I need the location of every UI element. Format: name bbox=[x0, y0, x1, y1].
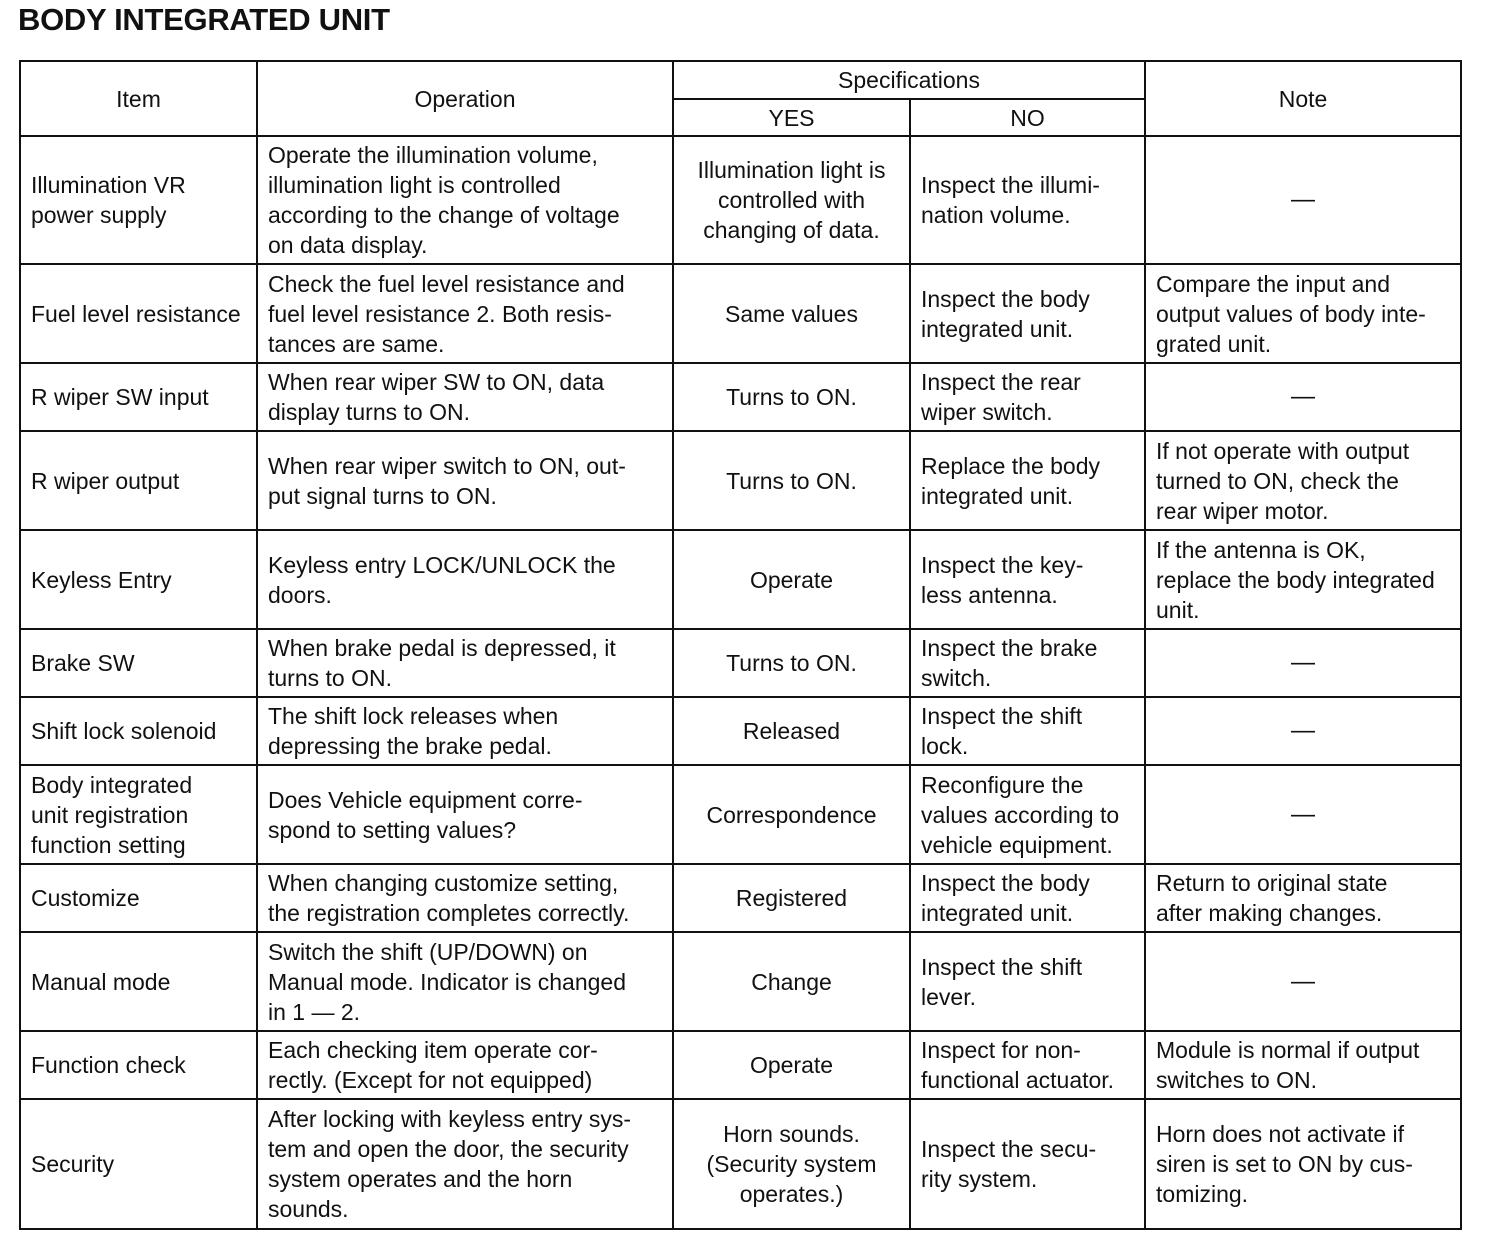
cell-operation bbox=[257, 1031, 673, 1099]
cell-operation bbox=[257, 530, 673, 629]
cell-item-line: Illumination VR bbox=[31, 172, 186, 198]
cell-operation bbox=[257, 932, 673, 1031]
cell-operation-line: Each checking item operate cor- bbox=[268, 1037, 598, 1063]
cell-no-line: nation volume. bbox=[921, 202, 1071, 228]
cell-note-line: If not operate with output bbox=[1156, 437, 1410, 464]
cell-operation-line: When rear wiper SW to ON, data bbox=[268, 369, 605, 395]
cell-yes-line: Same values bbox=[725, 300, 858, 327]
cell-item-line: function setting bbox=[31, 831, 186, 858]
table-row bbox=[20, 932, 1461, 1031]
cell-note-line: Horn does not activate if bbox=[1156, 1121, 1405, 1147]
cell-operation-line: Switch the shift (UP/DOWN) on bbox=[268, 938, 588, 965]
table-row bbox=[20, 530, 1461, 629]
table-row bbox=[20, 697, 1461, 765]
cell-operation-line: in 1 — 2. bbox=[268, 998, 361, 1025]
cell-operation-line: The shift lock releases when bbox=[268, 703, 559, 729]
cell-operation-line: Check the fuel level resistance and bbox=[268, 270, 625, 297]
cell-no bbox=[910, 264, 1145, 363]
cell-operation-line: turns to ON. bbox=[268, 665, 392, 691]
cell-operation bbox=[257, 136, 673, 264]
cell-item bbox=[20, 932, 257, 1031]
cell-no-line: Inspect the shift bbox=[921, 953, 1083, 980]
cell-operation bbox=[257, 1099, 673, 1229]
cell-operation-line: doors. bbox=[268, 581, 332, 608]
cell-operation-line: After locking with keyless entry sys- bbox=[268, 1106, 632, 1132]
cell-yes bbox=[673, 932, 910, 1031]
cell-no-line: Inspect the rear bbox=[921, 369, 1081, 395]
cell-operation-line: rectly. (Except for not equipped) bbox=[268, 1067, 593, 1093]
cell-note bbox=[1145, 1031, 1461, 1099]
cell-note bbox=[1145, 864, 1461, 932]
cell-note-line: — bbox=[1291, 186, 1316, 213]
page-title: BODY INTEGRATED UNIT bbox=[18, 2, 390, 37]
cell-operation bbox=[257, 765, 673, 864]
cell-operation bbox=[257, 363, 673, 431]
cell-note-line: Module is normal if output bbox=[1156, 1037, 1420, 1063]
cell-operation-line: sounds. bbox=[268, 1196, 349, 1222]
cell-operation-line: Operate the illumination volume, bbox=[268, 142, 598, 168]
cell-no-line: Inspect the shift bbox=[921, 703, 1083, 729]
cell-item-line: unit registration bbox=[31, 801, 189, 828]
table-row bbox=[20, 431, 1461, 530]
cell-item-line: Fuel level resistance bbox=[31, 300, 241, 327]
cell-yes bbox=[673, 697, 910, 765]
cell-no-line: Inspect the key- bbox=[921, 551, 1084, 578]
cell-yes bbox=[673, 765, 910, 864]
header-yes: YES bbox=[673, 99, 910, 136]
cell-note-line: — bbox=[1291, 649, 1316, 676]
cell-note-line: rear wiper motor. bbox=[1156, 497, 1329, 524]
cell-item bbox=[20, 697, 257, 765]
cell-yes-line: Turns to ON. bbox=[726, 650, 857, 676]
cell-note bbox=[1145, 765, 1461, 864]
table-row bbox=[20, 264, 1461, 363]
cell-item-line: Customize bbox=[31, 885, 140, 911]
cell-note-line: — bbox=[1291, 717, 1316, 744]
cell-no-line: Inspect for non- bbox=[921, 1037, 1081, 1063]
cell-item-line: R wiper SW input bbox=[31, 384, 209, 410]
cell-yes bbox=[673, 1031, 910, 1099]
cell-yes bbox=[673, 1099, 910, 1229]
cell-operation-line: depressing the brake pedal. bbox=[268, 733, 552, 759]
cell-no-line: rity system. bbox=[921, 1166, 1038, 1192]
cell-no-line: less antenna. bbox=[921, 581, 1058, 608]
cell-note bbox=[1145, 697, 1461, 765]
cell-item bbox=[20, 864, 257, 932]
cell-operation-line: Keyless entry LOCK/UNLOCK the bbox=[268, 551, 616, 578]
cell-no bbox=[910, 136, 1145, 264]
cell-note bbox=[1145, 1099, 1461, 1229]
cell-item bbox=[20, 765, 257, 864]
cell-operation-line: on data display. bbox=[268, 232, 428, 258]
cell-item bbox=[20, 1099, 257, 1229]
cell-no bbox=[910, 697, 1145, 765]
cell-operation bbox=[257, 264, 673, 363]
cell-yes-line: (Security system bbox=[706, 1151, 877, 1177]
cell-no-line: integrated unit. bbox=[921, 315, 1074, 342]
cell-note-line: — bbox=[1291, 800, 1316, 828]
cell-note-line: siren is set to ON by cus- bbox=[1156, 1151, 1413, 1177]
body-integrated-unit-table bbox=[19, 60, 1462, 1230]
cell-operation-line: tances are same. bbox=[268, 330, 445, 357]
cell-no-line: Inspect the brake bbox=[921, 635, 1098, 661]
cell-yes-line: Operate bbox=[749, 1052, 834, 1078]
cell-note bbox=[1145, 530, 1461, 629]
cell-note bbox=[1145, 363, 1461, 431]
cell-note bbox=[1145, 264, 1461, 363]
cell-no-line: functional actuator. bbox=[921, 1067, 1115, 1093]
cell-yes-line: Turns to ON. bbox=[726, 384, 857, 410]
cell-note-line: switches to ON. bbox=[1156, 1067, 1318, 1093]
cell-yes bbox=[673, 629, 910, 697]
cell-note-line: after making changes. bbox=[1156, 900, 1383, 926]
cell-operation-line: display turns to ON. bbox=[268, 399, 470, 425]
cell-item-line: power supply bbox=[31, 202, 167, 228]
cell-yes-line: Horn sounds. bbox=[723, 1121, 860, 1147]
table-row bbox=[20, 1099, 1461, 1229]
cell-note-line: — bbox=[1291, 967, 1316, 995]
cell-no bbox=[910, 765, 1145, 864]
cell-no-line: Inspect the secu- bbox=[921, 1136, 1097, 1162]
cell-item bbox=[20, 363, 257, 431]
cell-yes-line: Illumination light is bbox=[697, 157, 886, 183]
cell-no-line: lever. bbox=[921, 983, 976, 1010]
cell-note-line: — bbox=[1291, 383, 1316, 410]
cell-no bbox=[910, 431, 1145, 530]
cell-item-line: Shift lock solenoid bbox=[31, 718, 217, 744]
cell-item-line: Function check bbox=[31, 1052, 186, 1078]
cell-no-line: integrated unit. bbox=[921, 900, 1074, 926]
cell-no bbox=[910, 629, 1145, 697]
cell-no-line: Inspect the body bbox=[921, 870, 1090, 896]
cell-no-line: Inspect the body bbox=[921, 285, 1090, 312]
cell-yes-line: Operate bbox=[749, 566, 834, 593]
cell-yes-line: changing of data. bbox=[703, 217, 880, 243]
cell-yes-line: Registered bbox=[735, 885, 848, 911]
cell-note bbox=[1145, 136, 1461, 264]
cell-operation bbox=[257, 697, 673, 765]
cell-operation-line: illumination light is controlled bbox=[268, 172, 561, 198]
cell-note-line: replace the body integrated bbox=[1156, 566, 1435, 593]
cell-no-line: vehicle equipment. bbox=[921, 831, 1113, 858]
header-note: Note bbox=[1145, 61, 1461, 136]
cell-operation-line: Manual mode. Indicator is changed bbox=[268, 968, 626, 995]
cell-note-line: Return to original state bbox=[1156, 870, 1388, 896]
table-row bbox=[20, 363, 1461, 431]
cell-item-line: Security bbox=[31, 1151, 115, 1177]
cell-operation-line: Does Vehicle equipment corre- bbox=[268, 786, 583, 813]
header-item: Item bbox=[20, 61, 257, 136]
cell-no-line: switch. bbox=[921, 665, 992, 691]
cell-operation-line: When changing customize setting, bbox=[268, 870, 619, 896]
table-header bbox=[20, 61, 1461, 136]
cell-item-line: Brake SW bbox=[31, 650, 135, 676]
cell-item-line: Body integrated bbox=[31, 771, 193, 798]
cell-yes bbox=[673, 264, 910, 363]
cell-no bbox=[910, 530, 1145, 629]
cell-no bbox=[910, 363, 1145, 431]
cell-note bbox=[1145, 932, 1461, 1031]
table-row bbox=[20, 136, 1461, 264]
cell-item bbox=[20, 1031, 257, 1099]
cell-no-line: values according to bbox=[921, 801, 1120, 828]
cell-item-line: Keyless Entry bbox=[31, 566, 172, 593]
cell-yes bbox=[673, 363, 910, 431]
cell-operation-line: When brake pedal is depressed, it bbox=[268, 635, 616, 661]
cell-operation bbox=[257, 431, 673, 530]
cell-item bbox=[20, 530, 257, 629]
cell-item-line: Manual mode bbox=[31, 968, 171, 995]
header-no: NO bbox=[910, 99, 1145, 136]
cell-no-line: wiper switch. bbox=[921, 399, 1053, 425]
cell-yes-line: Turns to ON. bbox=[726, 467, 857, 494]
table-row bbox=[20, 864, 1461, 932]
cell-note bbox=[1145, 629, 1461, 697]
header-operation: Operation bbox=[257, 61, 673, 136]
cell-operation bbox=[257, 629, 673, 697]
header-specifications: Specifications bbox=[673, 61, 1145, 99]
cell-yes bbox=[673, 136, 910, 264]
table-row bbox=[20, 1031, 1461, 1099]
cell-item bbox=[20, 629, 257, 697]
table-row bbox=[20, 765, 1461, 864]
cell-no bbox=[910, 1099, 1145, 1229]
cell-no-line: lock. bbox=[921, 733, 969, 759]
cell-yes-line: operates.) bbox=[739, 1181, 844, 1207]
cell-operation-line: system operates and the horn bbox=[268, 1166, 573, 1192]
cell-yes bbox=[673, 864, 910, 932]
cell-note bbox=[1145, 431, 1461, 530]
cell-operation-line: put signal turns to ON. bbox=[268, 482, 497, 509]
cell-note-line: tomizing. bbox=[1156, 1181, 1249, 1207]
cell-note-line: grated unit. bbox=[1156, 330, 1272, 357]
cell-operation-line: spond to setting values? bbox=[268, 816, 517, 843]
cell-item bbox=[20, 136, 257, 264]
cell-note-line: Compare the input and bbox=[1156, 270, 1391, 297]
cell-yes bbox=[673, 530, 910, 629]
table-row bbox=[20, 629, 1461, 697]
cell-no-line: Replace the body bbox=[921, 452, 1101, 479]
cell-item bbox=[20, 431, 257, 530]
cell-operation-line: according to the change of voltage bbox=[268, 202, 620, 228]
cell-no bbox=[910, 864, 1145, 932]
cell-note-line: If the antenna is OK, bbox=[1156, 536, 1366, 563]
cell-item bbox=[20, 264, 257, 363]
cell-note-line: output values of body inte- bbox=[1156, 300, 1426, 327]
cell-note-line: unit. bbox=[1156, 596, 1200, 623]
table-body bbox=[20, 136, 1461, 1229]
cell-no-line: Reconfigure the bbox=[921, 771, 1084, 798]
cell-yes-line: Released bbox=[742, 718, 841, 744]
cell-no-line: Inspect the illumi- bbox=[921, 172, 1100, 198]
cell-no-line: integrated unit. bbox=[921, 482, 1074, 509]
cell-operation-line: When rear wiper switch to ON, out- bbox=[268, 452, 626, 479]
cell-note-line: turned to ON, check the bbox=[1156, 467, 1399, 494]
cell-no bbox=[910, 1031, 1145, 1099]
cell-yes bbox=[673, 431, 910, 530]
cell-yes-line: Change bbox=[751, 968, 832, 995]
cell-yes-line: controlled with bbox=[717, 187, 866, 213]
cell-operation bbox=[257, 864, 673, 932]
cell-operation-line: the registration completes correctly. bbox=[268, 900, 630, 926]
cell-operation-line: tem and open the door, the security bbox=[268, 1136, 629, 1162]
cell-operation-line: fuel level resistance 2. Both resis- bbox=[268, 300, 612, 327]
cell-no bbox=[910, 932, 1145, 1031]
cell-item-line: R wiper output bbox=[31, 467, 180, 494]
cell-yes-line: Correspondence bbox=[706, 801, 877, 828]
